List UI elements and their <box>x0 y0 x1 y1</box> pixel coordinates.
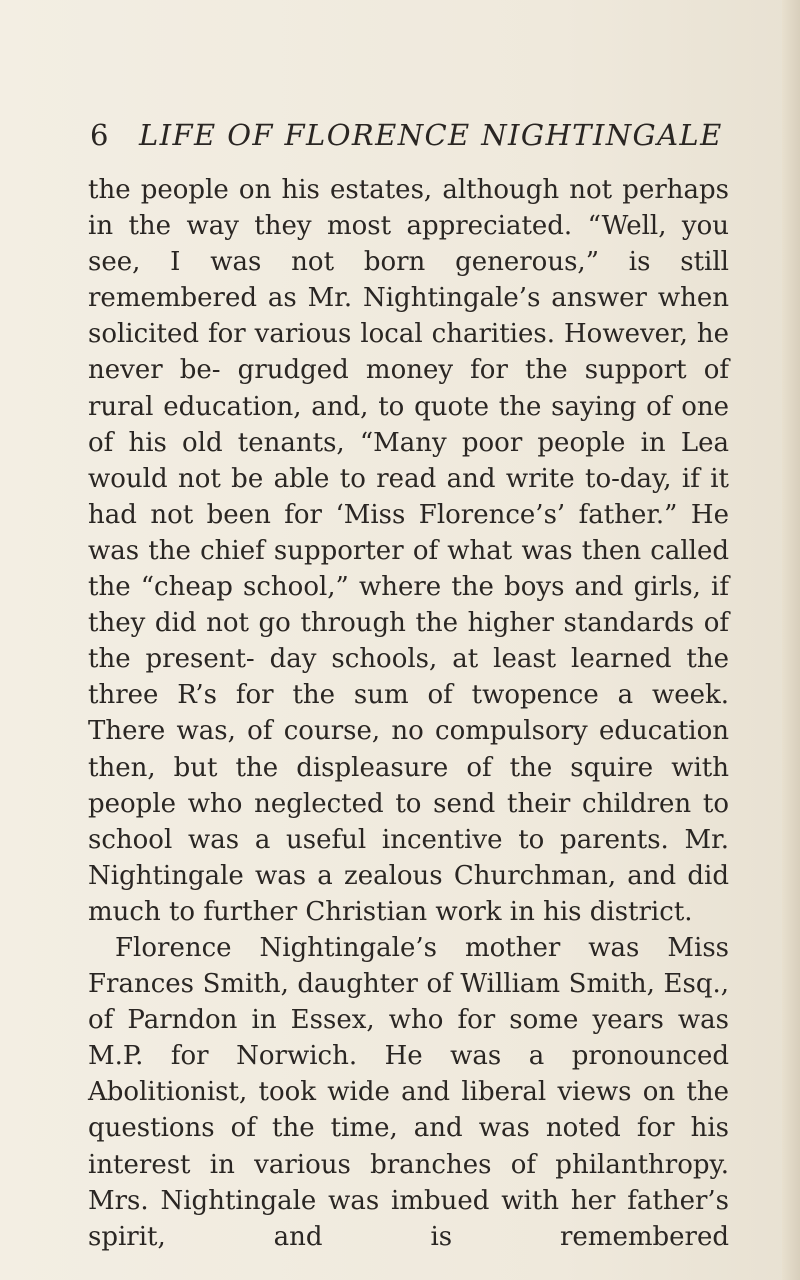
paragraph-1: the people on his estates, although not perhaps in the way they most appreciated. “Well, you see, I was not born generous,” is still remembered as Mr. Nightingale’s answer when solicited for various local charities. However, he never be- grudged money for the support of rural education, and, to quote the saying of one of his old tenants, “Many poor people in Lea would not be able to read and write to-day, if it had not been for ‘Miss Florence’s’ father.” He was the chief supporter of what was then called the “cheap school,” where the boys and girls, if they did not go through the higher standards of the present- day schools, at least learned the three R’s for the sum of twopence a week. There was, of course, no compulsory education then, but the displeasure of the squire with people who neglected to send their children to school was a useful incentive to parents. Mr. Nightingale was a zealous Churchman, and did much to further Christian work in his district. <box>88 175 729 927</box>
body-text <box>88 172 729 1255</box>
page-edge <box>782 0 800 1280</box>
running-head <box>90 118 730 158</box>
paragraph-2: Florence Nightingale’s mother was Miss Frances Smith, daughter of William Smith, Esq., of Parndon in Essex, who for some years was M.P. for Norwich. He was a pronounced Abolitionist, took wide and liberal views on the questions of the time, and was noted for his interest in various branches of philanthropy. Mrs. Nightingale was imbued with her father’s spirit, and is remembered <box>88 932 729 1252</box>
page-number: 6 <box>90 118 110 152</box>
running-title: LIFE OF FLORENCE NIGHTINGALE <box>139 118 723 152</box>
